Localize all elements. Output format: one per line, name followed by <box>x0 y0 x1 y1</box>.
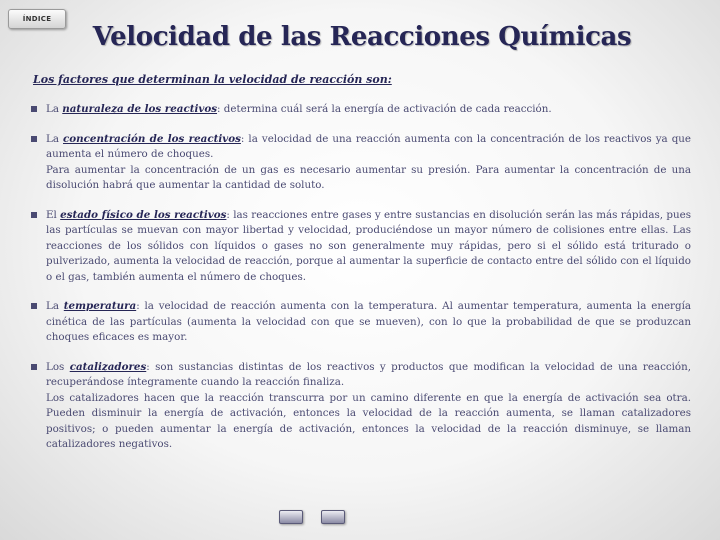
subtitle: Los factores que determinan la velocidad de reacción son: <box>33 73 392 86</box>
item-paragraph <box>46 132 691 163</box>
next-slide-icon[interactable] <box>321 510 345 524</box>
item-paragraph <box>46 360 691 391</box>
bullet-icon <box>31 106 37 112</box>
list-item <box>30 132 691 194</box>
item-term: naturaleza de los reactivos <box>62 103 218 115</box>
item-text: : la velocidad de reacción aumenta con la temperatura. Al aumentar temperatura, aumenta la energía cinética de las partículas (aumenta la velocidad con que se mueven), con lo que la probabilidad de que se produzcan choques eficaces es mayor. <box>46 300 692 343</box>
item-lead: La <box>46 300 64 312</box>
bullet-icon <box>31 136 37 142</box>
item-text: : determina cuál será la energía de activación de cada reacción. <box>217 103 552 115</box>
item-term: estado físico de los reactivos <box>60 208 227 221</box>
bullet-icon <box>31 303 37 309</box>
item-paragraph <box>46 102 691 118</box>
list-item <box>30 208 691 286</box>
item-text: : las reacciones entre gases y entre sustancias en disolución serán las más rápidas, pues las partículas se muevan con mayor libertad y velocidad, produciéndose un mayor número de colisiones entre ellas. Las reacciones de los sólidos con líquidos o gases no son generalmente muy rápidas, pero si el sólido está triturado o pulverizado, aumenta la velocidad de reacción, porque al aumentar la superficie de contacto entre del sólido con el líquido o el gas, también aumenta el número de choques. <box>46 208 691 283</box>
item-extra: Los catalizadores hacen que la reacción transcurra por un camino diferente en que la energía de activación sea otra. Pueden disminuir la energía de activación, entonces la velocidad de la reacción aumenta, se llaman catalizadores positivos; o pueden aumentar la energía de activación, entonces la velocidad de la reacción disminuye, se llaman catalizadores negativos. <box>46 391 691 450</box>
item-term: catalizadores <box>69 360 147 373</box>
item-text: : la velocidad de una reacción aumenta con la concentración de los reactivos ya que aumenta el número de choques. <box>46 132 692 160</box>
previous-slide-icon[interactable] <box>279 510 303 524</box>
item-extra: Para aumentar la concentración de un gas es necesario aumentar su presión. Para aumentar la concentración de una disolución habrá que aumentar la cantidad de soluto. <box>46 163 691 191</box>
index-button[interactable]: ÍNDICE <box>8 9 66 29</box>
item-lead: Los <box>46 360 70 373</box>
list-item <box>30 102 691 118</box>
item-text: : son sustancias distintas de los reactivos y productos que modifican la velocidad de una reacción, recuperándose íntegramente cuando la reacción finaliza. <box>46 360 691 388</box>
item-paragraph <box>46 299 691 346</box>
item-lead: La <box>46 132 64 145</box>
list-item <box>30 360 691 453</box>
item-paragraph <box>46 208 691 286</box>
item-term: temperatura <box>63 300 137 312</box>
item-term: concentración de los reactivos <box>63 132 241 145</box>
item-lead: La <box>46 103 63 115</box>
item-lead: El <box>46 208 61 221</box>
list-item <box>30 299 691 346</box>
bullet-icon <box>31 364 37 370</box>
page-title: Velocidad de las Reacciones Químicas <box>92 22 632 52</box>
bullet-icon <box>31 212 37 218</box>
factor-list <box>30 102 691 467</box>
